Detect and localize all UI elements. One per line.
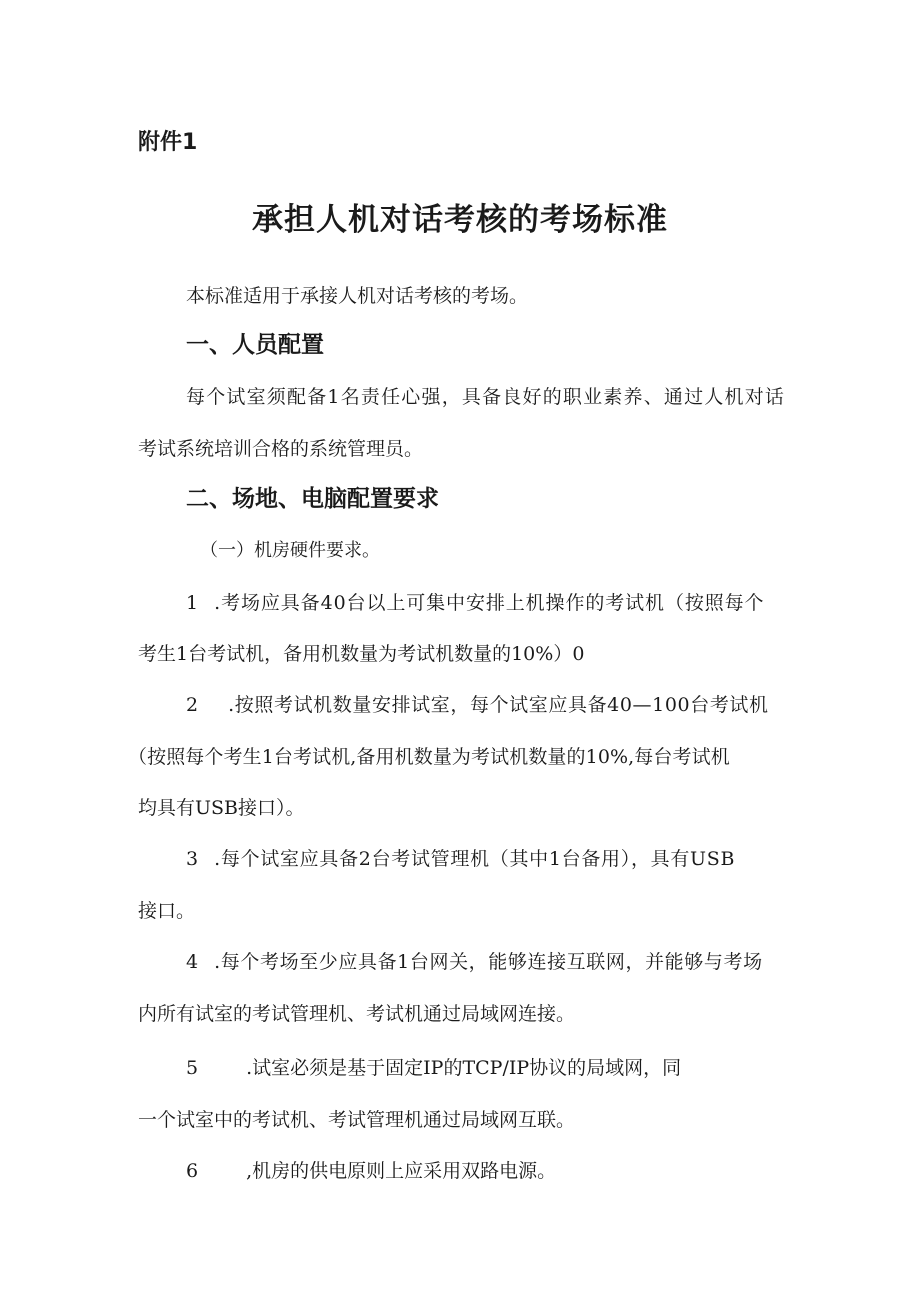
section-2-heading: 二、场地、电脑配置要求 (186, 486, 439, 512)
item-text: .每个考场至少应具备1台网关，能够连接互联网，并能够与考场 (214, 951, 763, 973)
list-item-5 (186, 1055, 681, 1081)
item-number: 5 (186, 1057, 199, 1079)
list-item-2-continued-2: 均具有USB接口）。 (138, 797, 305, 819)
item-number: 3 (186, 848, 199, 870)
item-text: .考场应具备40台以上可集中安排上机操作的考试机（按照每个 (214, 592, 765, 614)
item-text: .试室必须是基于固定IP的TCP/IP协议的局域网，同 (246, 1057, 682, 1079)
intro-paragraph: 本标准适用于承接人机对话考核的考场。 (186, 285, 529, 307)
item-text: .每个试室应具备2台考试管理机（其中1台备用），具有USB (214, 848, 736, 870)
section-1-paragraph-line-2: 考试系统培训合格的系统管理员。 (138, 438, 424, 460)
sub-heading-hardware: （一）机房硬件要求。 (200, 540, 380, 561)
list-item-1 (186, 590, 764, 616)
item-text: ,机房的供电原则上应采用双路电源。 (246, 1160, 557, 1182)
list-item-4 (186, 949, 763, 975)
list-item-2 (186, 692, 769, 718)
list-item-6 (186, 1158, 556, 1184)
item-number: 2 (186, 694, 199, 716)
list-item-3 (186, 846, 735, 872)
item-text: .按照考试机数量安排试室，每个试室应具备40—100台考试机 (228, 694, 769, 716)
attachment-label: 附件1 (138, 130, 198, 155)
list-item-1-continued: 考生1台考试机，备用机数量为考试机数量的10%）0 (138, 643, 585, 665)
list-item-3-continued: 接口。 (138, 900, 196, 922)
list-item-4-continued: 内所有试室的考试管理机、考试机通过局域网连接。 (138, 1003, 576, 1025)
page-title: 承担人机对话考核的考场标准 (252, 202, 668, 238)
item-number: 4 (186, 951, 199, 973)
section-1-heading: 一、人员配置 (186, 332, 324, 358)
list-item-2-continued: （按照每个考生1台考试机,备用机数量为考试机数量的10%,每台考试机 (128, 746, 730, 768)
item-number: 6 (186, 1160, 199, 1182)
list-item-5-continued: 一个试室中的考试机、考试管理机通过局域网互联。 (138, 1109, 576, 1131)
item-number: 1 (186, 592, 199, 614)
section-1-paragraph-line-1: 每个试室须配备1名责任心强，具备良好的职业素养、通过人机对话 (186, 386, 786, 408)
